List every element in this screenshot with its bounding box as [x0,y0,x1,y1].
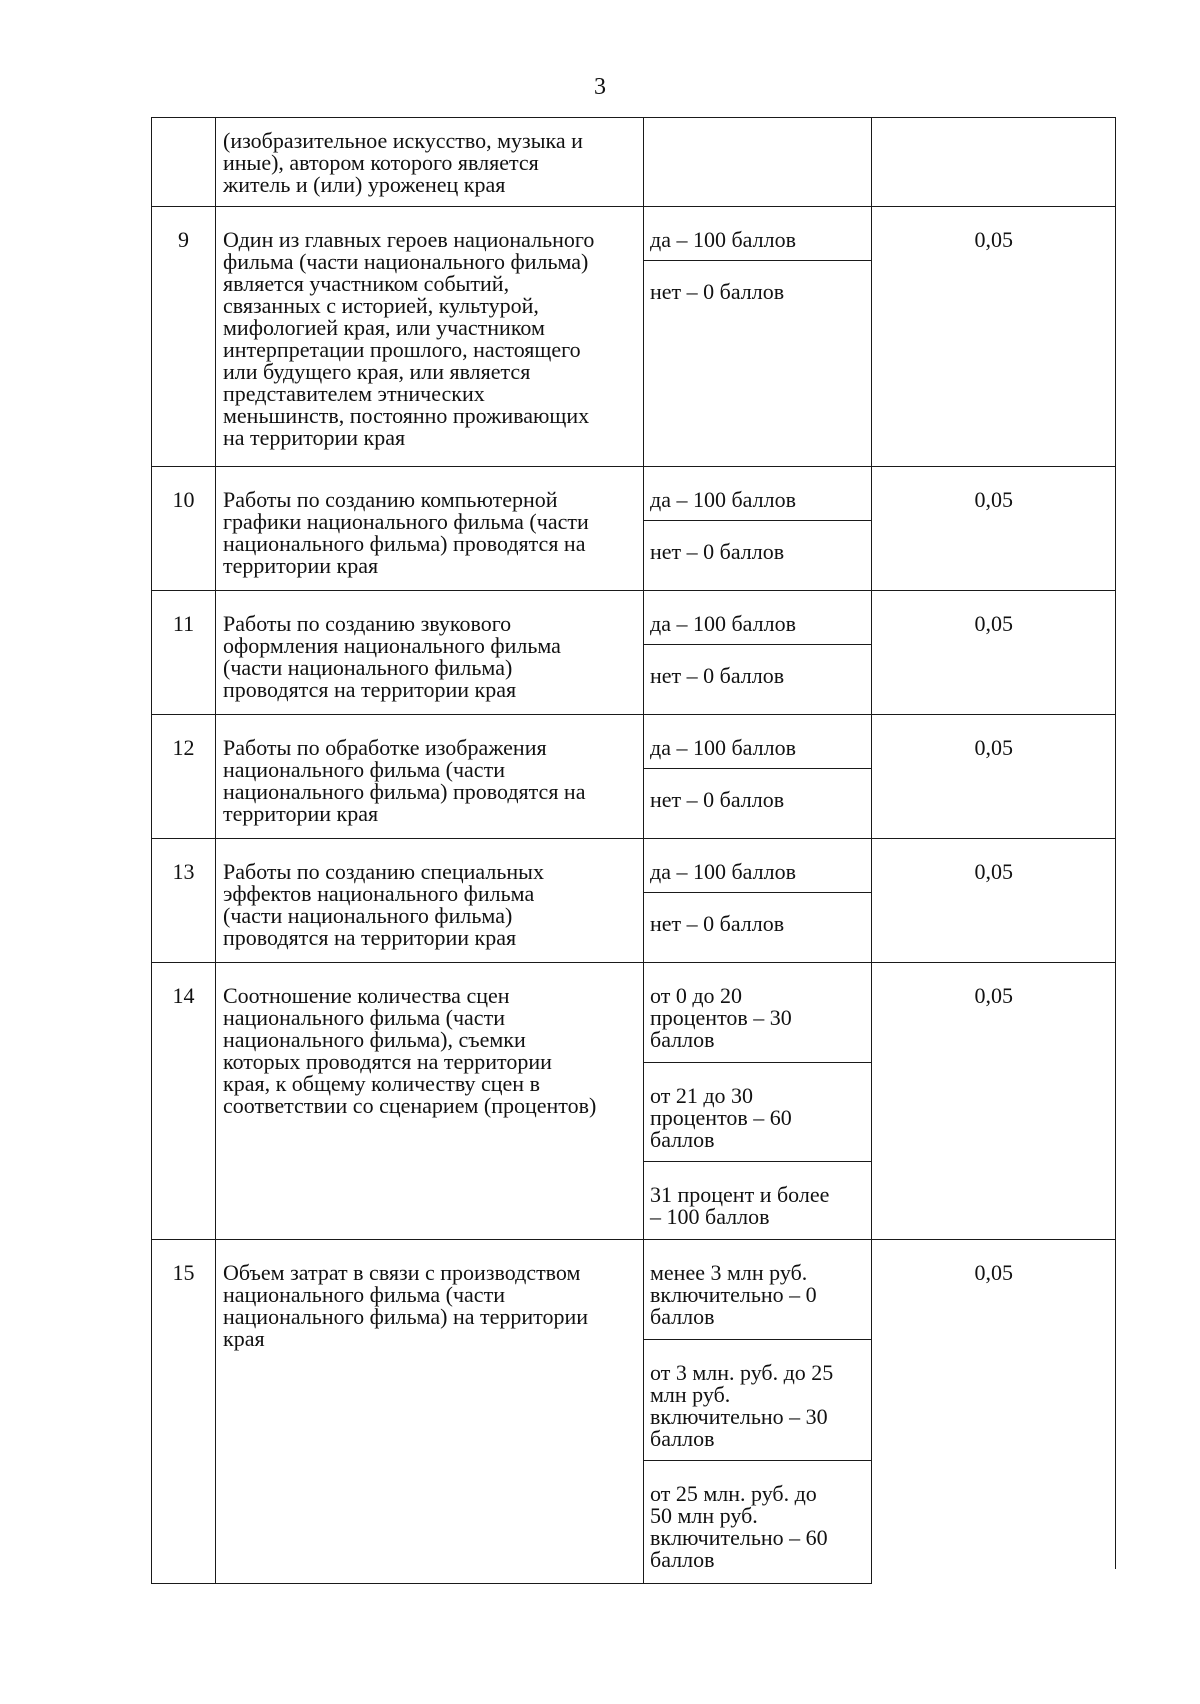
options-cell [644,715,872,839]
option-item: да – 100 баллов [644,591,871,645]
option-item: да – 100 баллов [644,467,871,521]
table-row [152,1240,1116,1584]
row-number: 13 [152,839,216,963]
criterion-text: Работы по созданию специальных эффектов национального фильма (части национального фильма) проводятся на территории края [216,839,644,963]
weight-value: 0,05 [872,839,1116,963]
criteria-table [151,117,1116,1584]
row-number: 12 [152,715,216,839]
option-item: нет – 0 баллов [650,787,785,812]
table-row [152,963,1116,1240]
row-number: 11 [152,591,216,715]
table-row [152,591,1116,715]
row-number: 9 [152,207,216,467]
table-row [152,467,1116,591]
criterion-text: Объем затрат в связи с производством национального фильма (части национального фильма) на территории края [216,1240,644,1584]
option-item: нет – 0 баллов [650,279,785,304]
row-number: 14 [152,963,216,1240]
criterion-text: Соотношение количества сцен национального фильма (части национального фильма), съемки которых проводятся на территории края, к общему количеству сцен в соответствии со сценарием (процентов) [216,963,644,1240]
options-cell [644,118,872,207]
weight-value [872,118,1116,207]
row-number: 10 [152,467,216,591]
weight-value: 0,05 [872,963,1116,1240]
row-number [152,118,216,207]
options-cell [644,207,872,467]
option-item: нет – 0 баллов [650,663,785,688]
option-item: да – 100 баллов [644,207,871,261]
weight-value: 0,05 [872,467,1116,591]
option-item: да – 100 баллов [644,715,871,769]
criterion-text: Работы по созданию компьютерной графики национального фильма (части национального фильма) проводятся на территории края [216,467,644,591]
option-item: 31 процент и более – 100 баллов [650,1182,830,1229]
option-item: нет – 0 баллов [650,911,785,936]
options-cell [644,963,872,1240]
right-border-line [1115,117,1116,1569]
criterion-text: Работы по обработке изображения национального фильма (части национального фильма) проводятся на территории края [216,715,644,839]
option-item: да – 100 баллов [644,839,871,893]
table-row [152,839,1116,963]
criterion-text: Один из главных героев национального фильма (части национального фильма) является участником событий, связанных с историей, культурой, мифологией края, или участником интерпретации прошлого, настоящего или будущего края, или является представителем этнических меньшинств, постоянно проживающих на территории края [216,207,644,467]
table-row [152,715,1116,839]
option-item: менее 3 млн руб. включительно – 0 баллов [644,1240,871,1340]
option-item: от 21 до 30 процентов – 60 баллов [644,1063,871,1162]
weight-value: 0,05 [872,715,1116,839]
options-cell [644,467,872,591]
table-row [152,207,1116,467]
option-item: от 0 до 20 процентов – 30 баллов [644,963,871,1063]
page-number: 3 [594,74,606,100]
table-row [152,118,1116,207]
options-cell [644,591,872,715]
option-item: нет – 0 баллов [650,539,785,564]
row-number: 15 [152,1240,216,1584]
criterion-text: Работы по созданию звукового оформления национального фильма (части национального фильма) проводятся на территории края [216,591,644,715]
weight-value: 0,05 [872,1240,1116,1584]
options-cell [644,839,872,963]
option-item: от 3 млн. руб. до 25 млн руб. включительно – 30 баллов [644,1340,871,1461]
criterion-text: (изобразительное искусство, музыка и иные), автором которого является житель и (или) уроженец края [216,118,644,207]
weight-value: 0,05 [872,591,1116,715]
weight-value: 0,05 [872,207,1116,467]
option-item: от 25 млн. руб. до 50 млн руб. включительно – 60 баллов [650,1481,828,1572]
options-cell [644,1240,872,1584]
